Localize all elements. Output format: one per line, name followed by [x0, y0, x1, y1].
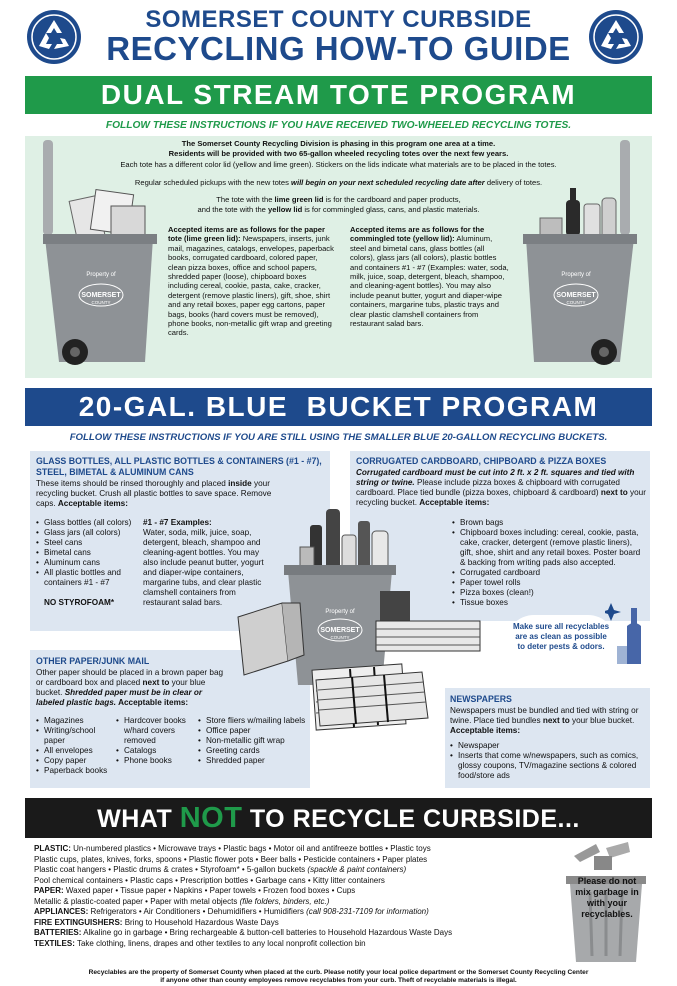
page-title: RECYCLING HOW-TO GUIDE [106, 30, 571, 67]
list-item: • Pizza boxes (clean!) [452, 588, 647, 598]
lid-line1: The tote with the lime green lid is for the cardboard and paper products, [216, 195, 461, 204]
newspapers-list [450, 741, 648, 781]
junk-col2 [116, 716, 200, 766]
svg-text:SOMERSET: SOMERSET [81, 292, 121, 299]
commingled-tote-illustration [520, 140, 645, 372]
blue-bucket-banner: 20-GAL. BLUE BUCKET PROGRAM [25, 388, 652, 426]
newspaper-bundle-illustration [312, 668, 432, 730]
list-item: • Copy paper [36, 756, 118, 766]
list-item: • Shredded paper [198, 756, 308, 766]
list-item: • Phone books [116, 756, 200, 766]
plastic-line2: Plastic cups, plates, knives, forks, spoons • Plastic flower pots • Beer balls • Pesticide containers • Paper plates [34, 854, 428, 864]
plastic-line1: PLASTIC: Un-numbered plastics • Microwave trays • Plastic bags • Motor oil and antifreeze bottles • Plastic toys [34, 844, 431, 853]
glass-title: GLASS BOTTLES, ALL PLASTIC BOTTLES & CONTAINERS (#1 - #7), STEEL, BIMETAL & ALUMINUM CANS [36, 456, 322, 477]
list-item: • Paperback books [36, 766, 118, 776]
clean-tip-bubble: Make sure all recyclables are as clean as possible to deter pests & odors. [506, 615, 616, 671]
intro-line4: Regular scheduled pickups with the new totes will begin on your next scheduled recycling date after delivery of totes. [134, 178, 543, 187]
list-item: • Inserts that come w/newspapers, such as comics, glossy coupons, TV/magazine sections & colored food/store ads [450, 751, 648, 781]
newspapers-title: NEWSPAPERS [450, 694, 512, 704]
textiles-line: TEXTILES: Take clothing, linens, drapes and other textiles to any local nonprofit collection bin [34, 938, 366, 948]
paper-tote-illustration [35, 140, 160, 372]
intro-line2: Residents will be provided with two 65-gallon wheeled recycling totes over the next few years. [168, 149, 509, 158]
examples-text: #1 - #7 Examples: Water, soda, milk, juice, soap, detergent, bleach, shampoo and cleaning-agent bottles. You may also include peanut butter, yogurt and diaper-wipe containers, margarine tubs, and clear plastic clamshell containers from restaurant salad bars. [143, 518, 264, 607]
junk-col1 [36, 716, 118, 776]
paper-line2: Metallic & plastic-coated paper • Paper with metal objects (file folders, binders, etc.) [34, 896, 330, 906]
lid-line2: and the tote with the yellow lid is for commingled glass, cans, and plastic materials. [197, 205, 480, 214]
footer-note: Recyclables are the property of Somerset County when placed at the curb. Please notify your local police department or the Somerset County Recycling Center if anyone other than county employees remove recyclables from your curb. Theft of recyclable materials is illegal. [88, 969, 589, 984]
dual-stream-banner: DUAL STREAM TOTE PROGRAM [25, 76, 652, 114]
glass-desc: These items should be rinsed thoroughly and placed inside your recycling bucket. Crush all plastic bottles to save space. Remove caps. Acceptable items: [36, 479, 272, 508]
list-item: • All plastic bottles and containers #1 - #7 [36, 568, 136, 588]
header-line1: SOMERSET COUNTY CURBSIDE [145, 6, 532, 33]
newspapers-desc: Newspapers must be bundled and tied with string or twine. Place tied bundles next to your blue bucket. Acceptable items: [450, 706, 639, 735]
glass-list [36, 518, 136, 588]
intro-line3: Each tote has a different color lid (yellow and lime green). Stickers on the lids indicate what materials are to be placed in the totes. [120, 160, 557, 169]
junk-col3 [198, 716, 308, 766]
list-item: • Greeting cards [198, 746, 308, 756]
tote-property-label: Property of [86, 272, 116, 278]
intro-line1: The Somerset County Recycling Division is phasing in this program one area at a time. [181, 139, 496, 148]
svg-text:SOMERSET: SOMERSET [320, 627, 360, 634]
list-item: • Newspaper [450, 741, 648, 751]
list-item: • Brown bags [452, 518, 647, 528]
svg-text:Property of: Property of [561, 272, 591, 278]
paper-tote-text: Accepted items are as follows for the paper tote (lime green lid): Newspapers, inserts, junk mail, magazines, catalogs, envelopes, paperback books, corrugated cardboard, colored paper, clean pizza boxes, office and school papers, shredded paper (loose), chipboard boxes including cereal, cookie, pasta, cake, cracker, detergent (remove plastic liners), gift, shoe, shirt and any retail boxes, paper egg cartons, paper bags, books (hard covers must be removed), phone books, non-metallic gift wrap and greeting cards. [168, 225, 334, 338]
batteries-line: BATTERIES: Alkaline go in garbage • Bring rechargeable & button-cell batteries to Household Hazardous Waste Days [34, 928, 453, 937]
list-item: • Bimetal cans [36, 548, 136, 558]
junk-mail-desc: Other paper should be placed in a brown paper bag or cardboard box and placed next to your blue bucket. Shredded paper must be in clear or labeled plastic bags. Acceptable items: [36, 668, 224, 707]
commingled-tote-text: Accepted items are as follows for the commingled tote (yellow lid): Aluminum, steel and bimetal cans, glass bottles (all colors), glass jars (all colors), plastic bottles and containers #1 - #7 (Examples: water, soda, milk, juice, soap, detergent, bleach, shampoo, and cleaning-agent bottles). You may also include peanut butter, yogurt and diaper-wipe containers, margarine tubs, plastic trays and clear plastic clamshell containers from restaurant salad bars. [350, 225, 509, 329]
list-item: • Magazines [36, 716, 118, 726]
no-styrofoam: NO STYROFOAM* [44, 598, 115, 607]
appliances-line: APPLIANCES: Refrigerators • Air Conditioners • Dehumidifiers • Humidifiers (call 908-231-7109 for information) [34, 907, 429, 916]
garbage-note: Please do not mix garbage in with your recyclables. [575, 876, 639, 919]
plastic-line4: Pool chemical containers • Plastic caps • Prescription bottles • Garbage cans • Kitty litter containers [34, 875, 385, 885]
list-item: • Glass jars (all colors) [36, 528, 136, 538]
list-item: • Corrugated cardboard [452, 568, 647, 578]
svg-text:COUNTY: COUNTY [91, 300, 111, 305]
paper-line1: PAPER: Waxed paper • Tissue paper • Napkins • Paper towels • Frozen food boxes • Cups [34, 886, 356, 895]
list-item: • Tissue boxes [452, 598, 647, 608]
bottle-illustration [605, 600, 645, 670]
cardboard-desc: Corrugated cardboard must be cut into 2 ft. x 2 ft. squares and tied with string or twine. Please include pizza boxes & chipboard with corrugated cardboard. Place tied bundle (pizza boxes, chipboard & cardboard) next to your recycling bucket. Acceptable items: [356, 468, 646, 507]
what-not-banner: WHAT NOT TO RECYCLE CURBSIDE... [25, 798, 652, 838]
svg-text:COUNTY: COUNTY [566, 300, 586, 305]
dual-stream-subtitle: FOLLOW THESE INSTRUCTIONS IF YOU HAVE RECEIVED TWO-WHEELED RECYCLING TOTES. [105, 120, 572, 131]
list-item: • Chipboard boxes including: cereal, cookie, pasta, cake, cracker, detergent (remove plastic liners), gift, shoe, shirt and any retail boxes. Poster board & backing from writing pads also accepted. [452, 528, 647, 568]
svg-text:SOMERSET: SOMERSET [556, 292, 596, 299]
list-item: • Paper towel rolls [452, 578, 647, 588]
list-item: • Glass bottles (all colors) [36, 518, 136, 528]
list-item: • All envelopes [36, 746, 118, 756]
list-item: • Office paper [198, 726, 308, 736]
not-recycle-list [34, 844, 554, 949]
list-item: • Hardcover books w/hard covers removed [116, 716, 200, 746]
svg-text:COUNTY: COUNTY [330, 635, 350, 640]
list-item: • Catalogs [116, 746, 200, 756]
list-item: • Non-metallic gift wrap [198, 736, 308, 746]
svg-text:Property of: Property of [325, 609, 355, 615]
list-item: • Store fliers w/mailing labels [198, 716, 308, 726]
list-item: • Steel cans [36, 538, 136, 548]
list-item: • Aluminum cans [36, 558, 136, 568]
list-item: • Writing/school paper [36, 726, 118, 746]
junk-mail-title: OTHER PAPER/JUNK MAIL [36, 656, 150, 666]
cardboard-title: CORRUGATED CARDBOARD, CHIPBOARD & PIZZA BOXES [356, 456, 607, 466]
plastic-line3: Plastic coat hangers • Plastic drums & crates • Styrofoam* • 5-gallon buckets (spackle & paint containers) [34, 865, 407, 874]
fire-line: FIRE EXTINGUISHERS: Bring to Household Hazardous Waste Days [34, 917, 279, 927]
blue-bucket-subtitle: FOLLOW THESE INSTRUCTIONS IF YOU ARE STILL USING THE SMALLER BLUE 20-GALLON RECYCLING BUCKETS. [69, 432, 608, 443]
